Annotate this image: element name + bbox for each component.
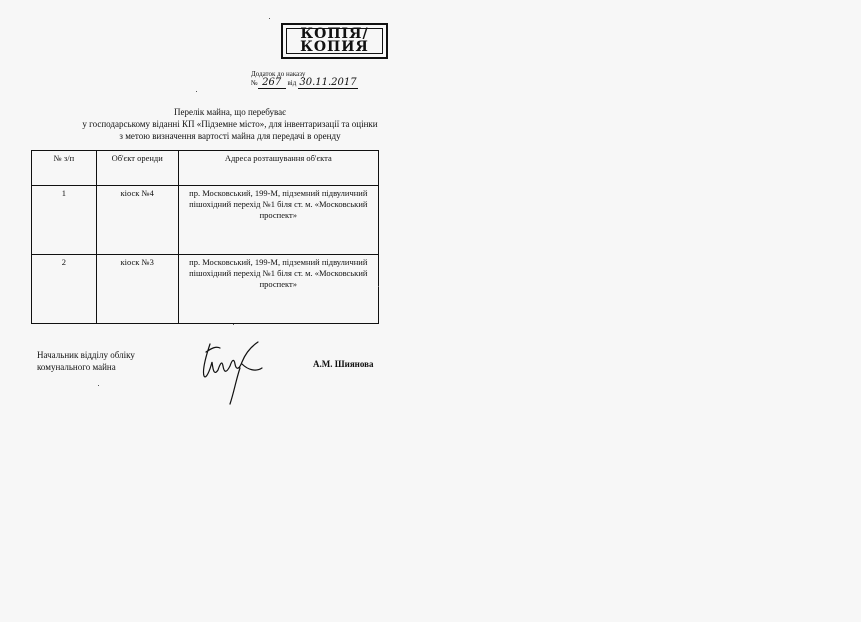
column-header-object: Об'єкт оренди bbox=[96, 151, 178, 186]
row-address: пр. Московський, 199-М, підземний підвуличний пішохідний перехід №1 біля ст. м. «Московський проспект» bbox=[178, 186, 378, 255]
stamp-line-1: КОПІЯ/ bbox=[300, 26, 369, 42]
signatory-name: А.М. Шиянова bbox=[313, 359, 374, 369]
scan-speck bbox=[233, 324, 234, 325]
column-header-number: № з/п bbox=[32, 151, 97, 186]
signatory-position-line-1: Начальник відділу обліку bbox=[37, 350, 135, 360]
handwritten-signature bbox=[196, 340, 268, 406]
heading-line-1: Перелік майна, що перебуває bbox=[173, 107, 287, 117]
row-object: кіоск №3 bbox=[96, 255, 178, 324]
signatory-position bbox=[37, 349, 135, 373]
stamp-line-2: КОПИЯ bbox=[300, 39, 369, 55]
signatory-position-line-2: комунального майна bbox=[37, 362, 116, 372]
heading-line-3: з метою визначення вартості майна для передачі в оренду bbox=[119, 131, 341, 141]
scan-speck bbox=[196, 91, 197, 92]
table-row bbox=[32, 255, 379, 324]
heading-line-2: у господарському віданні КП «Підземне місто», для інвентаризації та оцінки bbox=[82, 119, 378, 129]
row-object: кіоск №4 bbox=[96, 186, 178, 255]
number-prefix: № bbox=[251, 79, 258, 87]
row-number: 1 bbox=[32, 186, 97, 255]
appendix-number-row bbox=[251, 78, 381, 89]
column-header-address: Адреса розташування об'єкта bbox=[178, 151, 378, 186]
date-prefix: від bbox=[287, 79, 297, 87]
copy-stamp bbox=[281, 23, 388, 59]
scan-speck bbox=[98, 385, 99, 386]
table-row bbox=[32, 186, 379, 255]
table-header-row bbox=[32, 151, 379, 186]
order-number: 267 bbox=[258, 78, 286, 89]
assets-table bbox=[31, 150, 379, 324]
row-number: 2 bbox=[32, 255, 97, 324]
document-heading bbox=[30, 106, 430, 142]
appendix-title: Додаток до наказу bbox=[251, 70, 306, 78]
order-date: 30.11.2017 bbox=[299, 77, 357, 88]
scan-speck bbox=[269, 18, 270, 19]
row-address: пр. Московський, 199-М, підземний підвуличний пішохідний перехід №1 біля ст. м. «Московський проспект» bbox=[178, 255, 378, 324]
scan-speck bbox=[378, 286, 379, 287]
